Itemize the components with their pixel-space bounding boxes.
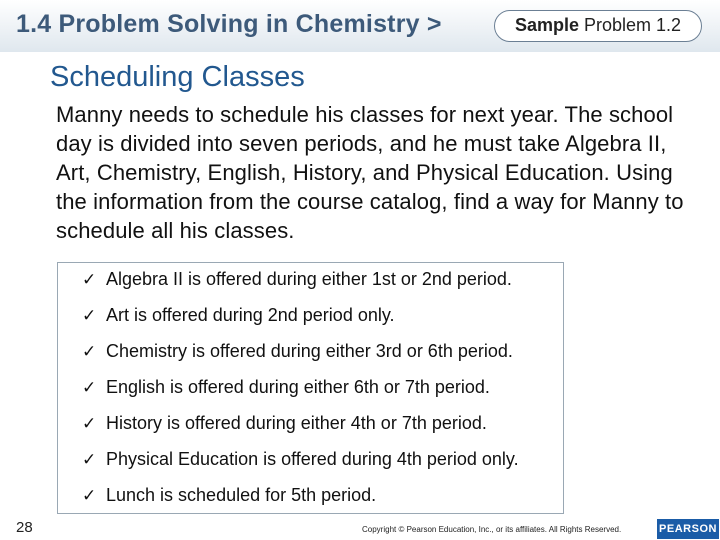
check-icon: ✓: [82, 270, 97, 289]
copyright-notice: Copyright © Pearson Education, Inc., or its affiliates. All Rights Reserved.: [362, 525, 622, 534]
badge-label: Problem 1.2: [578, 15, 682, 35]
list-item: [82, 269, 512, 290]
badge-bold-label: Sample: [514, 15, 579, 35]
page-number: 28: [16, 519, 33, 536]
list-item: [82, 377, 490, 398]
intro-paragraph: Manny needs to schedule his classes for next year. The school day is divided into seven periods, and he must take Algebra II, Art, Chemistry, English, History, and Physical Education. Using the information from the course catalog, find a way for Manny to schedule all his classes.: [56, 102, 684, 243]
check-icon: ✓: [82, 414, 97, 433]
list-item: [82, 485, 376, 506]
list-item-text: Physical Education is offered during 4th period only.: [106, 449, 519, 469]
check-icon: ✓: [82, 306, 97, 325]
header-bar: [0, 0, 720, 52]
list-item-text: Lunch is scheduled for 5th period.: [106, 485, 377, 505]
course-catalog-box: [57, 262, 564, 514]
section-title: 1.4 Problem Solving in Chemistry >: [16, 10, 442, 38]
check-icon: ✓: [82, 450, 97, 469]
sample-problem-badge: [494, 10, 702, 42]
pearson-logo: PEARSON: [657, 519, 719, 539]
list-item-text: Chemistry is offered during either 3rd or 6th period.: [106, 341, 513, 361]
list-item: [82, 305, 395, 326]
list-item: [82, 413, 487, 434]
list-item: [82, 341, 513, 362]
check-icon: ✓: [82, 378, 97, 397]
list-item-text: Art is offered during 2nd period only.: [106, 305, 395, 325]
list-item-text: History is offered during either 4th or 7th period.: [106, 413, 487, 433]
check-icon: ✓: [82, 486, 97, 505]
list-item: [82, 449, 519, 470]
list-item-text: English is offered during either 6th or 7th period.: [106, 377, 490, 397]
slide-title: Scheduling Classes: [50, 61, 305, 93]
list-item-text: Algebra II is offered during either 1st or 2nd period.: [106, 269, 512, 289]
check-icon: ✓: [82, 342, 97, 361]
